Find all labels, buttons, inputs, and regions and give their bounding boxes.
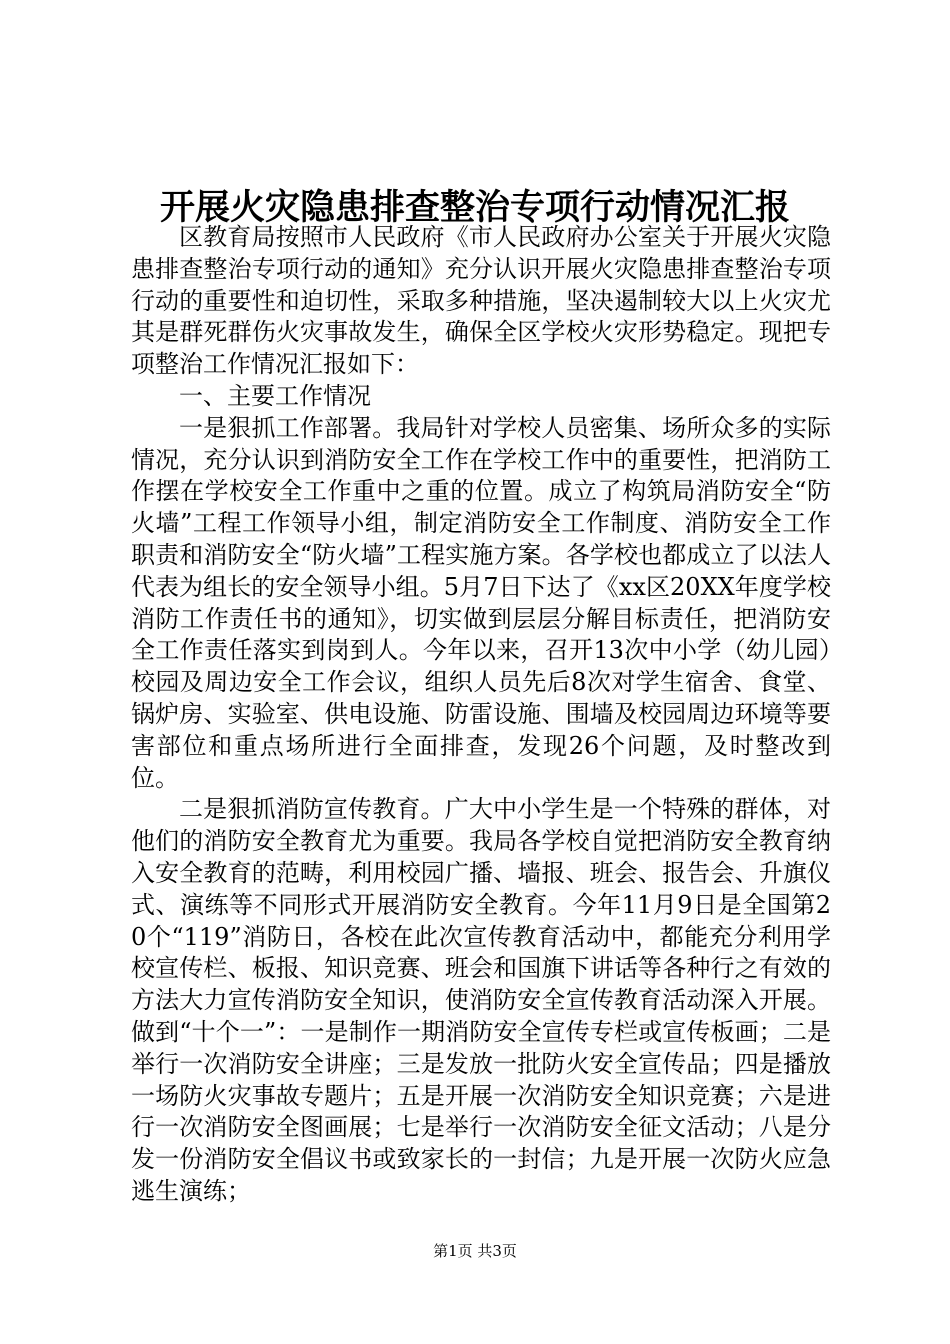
paragraph-intro: 区教育局按照市人民政府《市人民政府办公室关于开展火灾隐患排查整治专项行动的通知》充分认识开展火灾隐患排查整治专项行动的重要性和迫切性，采取多种措施，坚决遏制较大以上火灾尤其是群死群伤火灾事故发生，确保全区学校火灾形势稳定。现把专项整治工作情况汇报如下： <box>131 223 831 379</box>
document-body <box>131 222 831 1208</box>
paragraph-work-deployment: 一是狠抓工作部署。我局针对学校人员密集、场所众多的实际情况，充分认识到消防安全工作在学校工作中的重要性，把消防工作摆在学校安全工作重中之重的位置。成立了构筑局消防安全“防火墙”工程工作领导小组，制定消防安全工作制度、消防安全工作职责和消防安全“防火墙”工程实施方案。各学校也都成立了以法人代表为组长的安全领导小组。5月7日下达了《xx区20XX年度学校消防工作责任书的通知》，切实做到层层分解目标责任，把消防安全工作责任落实到岗到人。今年以来，召开13次中小学（幼儿园）校园及周边安全工作会议，组织人员先后8次对学生宿舍、食堂、锅炉房、实验室、供电设施、防雷设施、围墙及校园周边环境等要害部位和重点场所进行全面排查，发现26个问题，及时整改到位。 <box>131 413 831 792</box>
page-number-footer: 第1页 共3页 <box>433 1242 517 1260</box>
section-heading: 一、主要工作情况 <box>179 381 371 410</box>
paragraph-publicity-education: 二是狠抓消防宣传教育。广大中小学生是一个特殊的群体，对他们的消防安全教育尤为重要。我局各学校自觉把消防安全教育纳入安全教育的范畴，利用校园广播、墙报、班会、报告会、升旗仪式、演练等不同形式开展消防安全教育。今年11月9日是全国第20个“119”消防日，各校在此次宣传教育活动中，都能充分利用学校宣传栏、板报、知识竞赛、班会和国旗下讲话等各种行之有效的方法大力宣传消防安全知识，使消防安全宣传教育活动深入开展。做到“十个一”：一是制作一期消防安全宣传专栏或宣传板画；二是举行一次消防安全讲座；三是发放一批防火安全宣传品；四是播放一场防火灾事故专题片；五是开展一次消防安全知识竞赛；六是进行一次消防安全图画展；七是举行一次消防安全征文活动；八是分发一份消防安全倡议书或致家长的一封信；九是开展一次防火应急逃生演练； <box>131 795 831 1205</box>
document-title: 开展火灾隐患排查整治专项行动情况汇报 <box>159 188 790 228</box>
